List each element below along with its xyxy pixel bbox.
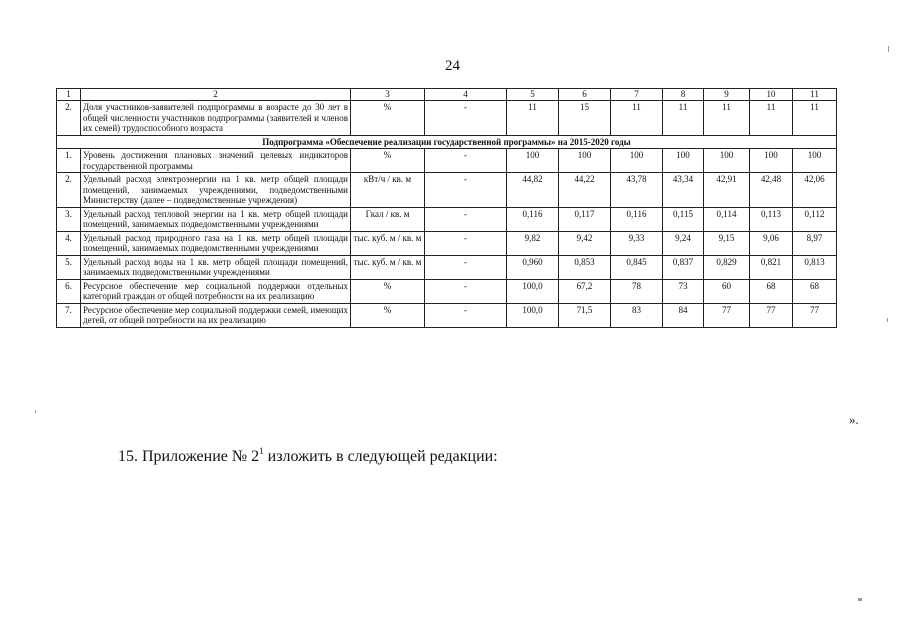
year-value: 11 — [704, 101, 750, 136]
page-number: 24 — [445, 58, 460, 74]
year-value: 42,48 — [750, 173, 793, 208]
year-value: 43,34 — [663, 173, 704, 208]
year-value: 44,22 — [559, 173, 611, 208]
unit-of-measure: кВт/ч / кв. м — [351, 173, 425, 208]
year-value: 0,116 — [507, 207, 559, 231]
year-value: 0,114 — [704, 207, 750, 231]
indicator-name: Доля участников-заявителей подпрограммы в возрасте до 30 лет в общей численности участников подпрограммы (заявителей и членов их семей) трудоспособного возраста — [81, 101, 351, 136]
header-cell: 11 — [793, 89, 837, 101]
table-row — [57, 231, 837, 255]
year-value: 77 — [750, 303, 793, 327]
indicator-name: Удельный расход электроэнергии на 1 кв. метр общей площади помещений, занимаемых учреждениями, подведомственными Министерству (далее – подведомственные учреждения) — [81, 173, 351, 208]
row-number: 4. — [57, 231, 81, 255]
year-value: 60 — [704, 279, 750, 303]
indicator-name: Ресурсное обеспечение мер социальной поддержки отдельных категорий граждан от общей потребности на их реализацию — [81, 279, 351, 303]
year-value: 0,853 — [559, 255, 611, 279]
year-value: 43,78 — [611, 173, 663, 208]
table-row — [57, 255, 837, 279]
scan-mark — [35, 410, 36, 413]
year-value: 0,813 — [793, 255, 837, 279]
year-value: 77 — [793, 303, 837, 327]
year-value: 0,116 — [611, 207, 663, 231]
year-value: 15 — [559, 101, 611, 136]
header-cell: 2 — [81, 89, 351, 101]
base-value: - — [425, 207, 507, 231]
row-number: 1. — [57, 149, 81, 173]
base-value: - — [425, 149, 507, 173]
year-value: 8,97 — [793, 231, 837, 255]
indicator-name: Удельный расход тепловой энергии на 1 кв. метр общей площади помещений, занимаемых подведомственными учреждениями — [81, 207, 351, 231]
year-value: 100 — [663, 149, 704, 173]
table-row — [57, 173, 837, 208]
year-value: 42,91 — [704, 173, 750, 208]
year-value: 44,82 — [507, 173, 559, 208]
item-15-suffix: изложить в следующей редакции: — [263, 448, 498, 465]
year-value: 100 — [793, 149, 837, 173]
year-value: 100,0 — [507, 279, 559, 303]
unit-of-measure: Гкал / кв. м — [351, 207, 425, 231]
base-value: - — [425, 173, 507, 208]
year-value: 0,117 — [559, 207, 611, 231]
base-value: - — [425, 255, 507, 279]
closing-quote: ». — [849, 412, 859, 427]
unit-of-measure: тыс. куб. м / кв. м — [351, 231, 425, 255]
indicator-name: Уровень достижения плановых значений целевых индикаторов государственной программы — [81, 149, 351, 173]
base-value: - — [425, 279, 507, 303]
header-cell: 6 — [559, 89, 611, 101]
year-value: 100 — [704, 149, 750, 173]
header-cell: 4 — [425, 89, 507, 101]
year-value: 11 — [793, 101, 837, 136]
unit-of-measure: % — [351, 149, 425, 173]
section-title: Подпрограмма «Обеспечение реализации государственной программы» на 2015-2020 годы — [57, 135, 837, 149]
header-cell: 5 — [507, 89, 559, 101]
unit-of-measure: тыс. куб. м / кв. м — [351, 255, 425, 279]
table-row — [57, 303, 837, 327]
year-value: 0,112 — [793, 207, 837, 231]
header-cell: 3 — [351, 89, 425, 101]
year-value: 9,24 — [663, 231, 704, 255]
year-value: 67,2 — [559, 279, 611, 303]
year-value: 9,42 — [559, 231, 611, 255]
base-value: - — [425, 231, 507, 255]
table-row — [57, 101, 837, 136]
year-value: 9,82 — [507, 231, 559, 255]
header-cell: 8 — [663, 89, 704, 101]
year-value: 0,960 — [507, 255, 559, 279]
section-row — [57, 135, 837, 149]
row-number: 6. — [57, 279, 81, 303]
year-value: 0,837 — [663, 255, 704, 279]
year-value: 73 — [663, 279, 704, 303]
year-value: 11 — [750, 101, 793, 136]
table-row — [57, 149, 837, 173]
year-value: 100 — [507, 149, 559, 173]
year-value: 77 — [704, 303, 750, 327]
year-value: 11 — [663, 101, 704, 136]
year-value: 0,845 — [611, 255, 663, 279]
base-value: - — [425, 303, 507, 327]
year-value: 100,0 — [507, 303, 559, 327]
header-cell: 7 — [611, 89, 663, 101]
table-row — [57, 279, 837, 303]
header-cell: 10 — [750, 89, 793, 101]
indicator-name: Ресурсное обеспечение мер социальной поддержки семей, имеющих детей, от общей потребности на их реализацию — [81, 303, 351, 327]
year-value: 42,06 — [793, 173, 837, 208]
year-value: 11 — [507, 101, 559, 136]
scan-mark — [888, 46, 889, 52]
year-value: 100 — [611, 149, 663, 173]
year-value: 84 — [663, 303, 704, 327]
unit-of-measure: % — [351, 101, 425, 136]
header-cell: 1 — [57, 89, 81, 101]
header-cell: 9 — [704, 89, 750, 101]
indicators-table — [56, 88, 837, 328]
year-value: 9,33 — [611, 231, 663, 255]
year-value: 100 — [750, 149, 793, 173]
unit-of-measure: % — [351, 303, 425, 327]
table-header-row — [57, 89, 837, 101]
year-value: 71,5 — [559, 303, 611, 327]
year-value: 68 — [793, 279, 837, 303]
row-number: 2. — [57, 173, 81, 208]
table-row — [57, 207, 837, 231]
item-15-text — [118, 446, 498, 466]
year-value: 0,115 — [663, 207, 704, 231]
year-value: 0,829 — [704, 255, 750, 279]
scan-mark — [858, 598, 862, 601]
item-15-superscript: 1 — [259, 446, 264, 456]
row-number: 7. — [57, 303, 81, 327]
year-value: 0,113 — [750, 207, 793, 231]
row-number: 3. — [57, 207, 81, 231]
indicator-name: Удельный расход воды на 1 кв. метр общей площади помещений, занимаемых подведомственными учреждениями — [81, 255, 351, 279]
year-value: 9,06 — [750, 231, 793, 255]
row-number: 5. — [57, 255, 81, 279]
scan-mark — [887, 318, 888, 322]
unit-of-measure: % — [351, 279, 425, 303]
year-value: 100 — [559, 149, 611, 173]
indicator-name: Удельный расход природного газа на 1 кв. метр общей площади помещений, занимаемых подведомственными учреждениями — [81, 231, 351, 255]
year-value: 78 — [611, 279, 663, 303]
year-value: 0,821 — [750, 255, 793, 279]
year-value: 83 — [611, 303, 663, 327]
year-value: 11 — [611, 101, 663, 136]
base-value: - — [425, 101, 507, 136]
row-number: 2. — [57, 101, 81, 136]
year-value: 68 — [750, 279, 793, 303]
item-15-prefix: 15. Приложение № 2 — [118, 448, 260, 465]
year-value: 9,15 — [704, 231, 750, 255]
